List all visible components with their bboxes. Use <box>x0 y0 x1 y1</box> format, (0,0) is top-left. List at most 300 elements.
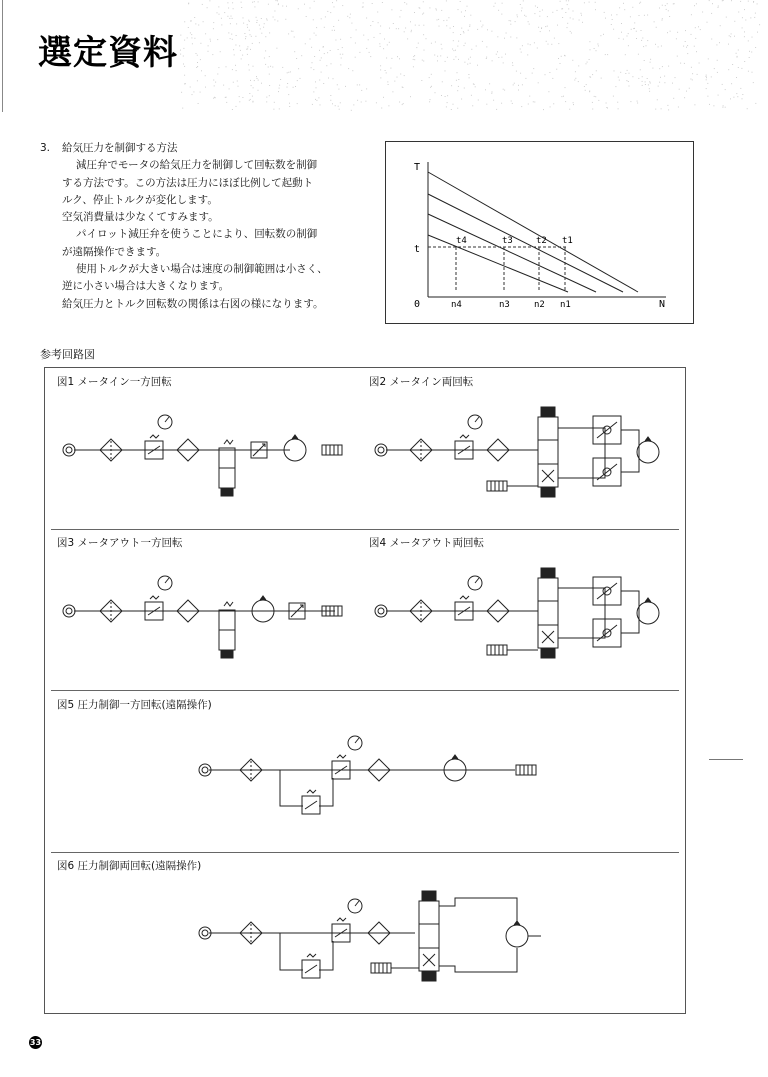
header-speck <box>232 39 233 40</box>
header-speck <box>707 96 708 97</box>
header-speck <box>453 50 454 51</box>
header-speck <box>236 106 237 107</box>
header-speck <box>573 104 574 105</box>
header-speck <box>562 17 563 18</box>
header-speck <box>274 19 275 20</box>
header-speck <box>424 50 425 51</box>
header-speck <box>215 82 216 83</box>
header-speck <box>233 49 234 50</box>
header-speck <box>210 39 211 40</box>
header-speck <box>359 84 360 85</box>
header-speck <box>738 67 739 68</box>
header-speck <box>720 25 721 26</box>
header-speck <box>247 27 248 28</box>
header-speck <box>686 47 687 48</box>
curve-t4 <box>428 235 568 292</box>
header-speck <box>698 26 699 27</box>
header-speck <box>712 3 713 4</box>
header-speck <box>455 56 456 57</box>
header-speck <box>581 13 582 14</box>
header-speck <box>399 16 400 17</box>
header-speck <box>446 0 447 1</box>
header-speck <box>377 12 378 13</box>
header-speck <box>749 51 750 52</box>
header-speck <box>407 38 408 39</box>
header-speck <box>556 69 557 70</box>
header-speck <box>335 40 336 41</box>
header-speck <box>731 83 732 84</box>
header-speck <box>645 84 646 85</box>
header-speck <box>314 1 315 2</box>
header-speck <box>620 72 621 73</box>
header-speck <box>586 84 587 85</box>
header-speck <box>742 27 743 28</box>
header-speck <box>667 32 668 33</box>
header-speck <box>250 34 251 35</box>
header-speck <box>664 76 665 77</box>
header-speck <box>243 17 244 18</box>
header-speck <box>201 70 202 71</box>
header-speck <box>221 18 222 19</box>
header-speck <box>321 57 322 58</box>
header-speck <box>572 60 573 61</box>
header-speck <box>239 101 240 102</box>
header-speck <box>219 14 220 15</box>
header-speck <box>690 79 691 80</box>
header-speck <box>470 63 471 64</box>
header-speck <box>374 37 375 38</box>
header-speck <box>441 95 442 96</box>
header-speck <box>208 45 209 46</box>
header-speck <box>269 74 270 75</box>
header-speck <box>197 80 198 81</box>
header-speck <box>662 5 663 6</box>
header-speck <box>263 27 264 28</box>
header-speck <box>578 81 579 82</box>
header-speck <box>558 43 559 44</box>
header-speck <box>213 22 214 23</box>
header-speck <box>552 78 553 79</box>
header-speck <box>405 28 406 29</box>
header-speck <box>411 30 412 31</box>
header-speck <box>539 16 540 17</box>
header-speck <box>238 86 239 87</box>
header-speck <box>691 14 692 15</box>
header-speck <box>496 54 497 55</box>
header-speck <box>188 3 189 4</box>
header-speck <box>474 84 475 85</box>
header-speck <box>647 15 648 16</box>
header-speck <box>287 72 288 73</box>
header-speck <box>618 38 619 39</box>
header-speck <box>512 62 513 63</box>
header-speck <box>505 54 506 55</box>
header-speck <box>476 46 477 47</box>
header-speck <box>423 1 424 2</box>
header-speck <box>644 60 645 61</box>
header-speck <box>320 104 321 105</box>
header-speck <box>623 3 624 4</box>
fig3-circuit <box>63 576 342 658</box>
header-speck <box>491 31 492 32</box>
header-speck <box>646 45 647 46</box>
header-speck <box>300 78 301 79</box>
header-speck <box>363 2 364 3</box>
header-speck <box>728 69 729 70</box>
header-speck <box>315 99 316 100</box>
header-speck <box>451 85 452 86</box>
header-speck <box>504 38 505 39</box>
header-speck <box>603 34 604 35</box>
header-speck <box>195 23 196 24</box>
header-speck <box>656 27 657 28</box>
header-speck <box>234 54 235 55</box>
header-speck <box>650 59 651 60</box>
header-speck <box>448 17 449 18</box>
header-speck <box>351 110 352 111</box>
header-speck <box>194 38 195 39</box>
header-speck <box>461 28 462 29</box>
header-speck <box>643 46 644 47</box>
header-speck <box>441 44 442 45</box>
header-speck <box>542 10 543 11</box>
header-speck <box>510 20 511 21</box>
header-speck <box>706 79 707 80</box>
header-speck <box>183 48 184 49</box>
header-speck <box>632 7 633 8</box>
header-speck <box>437 19 438 20</box>
header-speck <box>604 12 605 13</box>
header-speck <box>336 0 337 1</box>
header-speck <box>650 62 651 63</box>
header-speck <box>270 66 271 67</box>
header-speck <box>475 86 476 87</box>
header-speck <box>265 36 266 37</box>
header-speck <box>528 104 529 105</box>
header-speck <box>404 2 405 3</box>
header-speck <box>700 29 701 30</box>
header-speck <box>742 94 743 95</box>
header-speck <box>306 16 307 17</box>
header-speck <box>755 103 756 104</box>
header-speck <box>566 0 567 1</box>
header-speck <box>385 70 386 71</box>
header-speck <box>261 18 262 19</box>
header-speck <box>372 21 373 22</box>
header-speck <box>338 20 339 21</box>
header-speck <box>512 65 513 66</box>
header-speck <box>584 86 585 87</box>
label-t4: t4 <box>456 236 467 246</box>
header-speck <box>615 86 616 87</box>
header-speck <box>331 63 332 64</box>
header-speck <box>478 100 479 101</box>
header-speck <box>736 77 737 78</box>
header-speck <box>736 93 737 94</box>
header-speck <box>468 59 469 60</box>
header-speck <box>755 13 756 14</box>
header-speck <box>683 46 684 47</box>
header-speck <box>297 103 298 104</box>
header-speck <box>636 31 637 32</box>
curve-t1 <box>428 172 638 292</box>
header-speck <box>321 72 322 73</box>
header-speck <box>312 104 313 105</box>
header-speck <box>642 81 643 82</box>
header-speck <box>522 45 523 46</box>
header-speck <box>207 7 208 8</box>
header-speck <box>378 22 379 23</box>
header-speck <box>342 54 343 55</box>
header-speck <box>446 106 447 107</box>
y-axis-label: T <box>414 162 421 173</box>
header-speck <box>413 59 414 60</box>
header-speck <box>188 27 189 28</box>
header-speck <box>589 76 590 77</box>
header-speck <box>589 59 590 60</box>
header-speck <box>629 73 630 74</box>
header-speck <box>190 87 191 88</box>
header-speck <box>691 34 692 35</box>
header-speck <box>257 20 258 21</box>
header-speck <box>677 32 678 33</box>
header-speck <box>264 58 265 59</box>
header-speck <box>338 49 339 50</box>
header-speck <box>258 80 259 81</box>
header-speck <box>667 3 668 4</box>
fig6-circuit <box>199 891 541 981</box>
label-n2: n2 <box>534 300 545 310</box>
header-speck <box>439 26 440 27</box>
header-speck <box>227 16 228 17</box>
header-speck <box>342 5 343 6</box>
header-speck <box>318 97 319 98</box>
header-speck <box>496 109 497 110</box>
header-speck <box>356 29 357 30</box>
header-rule <box>2 0 3 112</box>
header-speck <box>757 32 758 33</box>
header-speck <box>269 95 270 96</box>
header-speck <box>232 18 233 19</box>
header-speck <box>679 89 680 90</box>
header-speck <box>648 84 649 85</box>
header-speck <box>221 24 222 25</box>
header-speck <box>596 70 597 71</box>
header-speck <box>411 31 412 32</box>
header-speck <box>521 52 522 53</box>
header-speck <box>521 106 522 107</box>
header-speck <box>718 95 719 96</box>
header-speck <box>719 42 720 43</box>
header-speck <box>676 38 677 39</box>
header-speck <box>333 78 334 79</box>
header-speck <box>695 27 696 28</box>
header-speck <box>229 88 230 89</box>
header-speck <box>380 46 381 47</box>
header-speck <box>730 98 731 99</box>
header-speck <box>634 22 635 23</box>
header-speck <box>440 55 441 56</box>
header-speck <box>290 71 291 72</box>
header-speck <box>512 103 513 104</box>
header-speck <box>737 96 738 97</box>
header-speck <box>410 21 411 22</box>
header-speck <box>468 74 469 75</box>
label-t1: t1 <box>562 236 573 246</box>
header-speck <box>503 62 504 63</box>
header-speck <box>652 68 653 69</box>
header-speck <box>429 7 430 8</box>
header-speck <box>213 98 214 99</box>
header-speck <box>217 12 218 13</box>
header-speck <box>457 108 458 109</box>
header-speck <box>573 102 574 103</box>
header-speck <box>256 22 257 23</box>
header-speck <box>598 100 599 101</box>
header-speck <box>190 32 191 33</box>
header-speck <box>355 43 356 44</box>
header-speck <box>391 58 392 59</box>
header-speck <box>285 19 286 20</box>
header-speck <box>353 104 354 105</box>
header-speck <box>379 43 380 44</box>
header-speck <box>323 47 324 48</box>
header-speck <box>273 109 274 110</box>
header-speck <box>282 67 283 68</box>
header-speck <box>399 58 400 59</box>
header-speck <box>565 12 566 13</box>
body-line-4: 空気消費量は少なくてすみます。 <box>62 211 219 224</box>
header-speck <box>525 78 526 79</box>
header-speck <box>236 35 237 36</box>
header-speck <box>313 69 314 70</box>
header-speck <box>730 36 731 37</box>
header-speck <box>345 86 346 87</box>
header-speck <box>266 101 267 102</box>
header-speck <box>332 2 333 3</box>
header-speck <box>680 63 681 64</box>
header-speck <box>314 33 315 34</box>
header-speck <box>217 39 218 40</box>
header-speck <box>305 43 306 44</box>
header-speck <box>282 6 283 7</box>
header-speck <box>273 17 274 18</box>
header-speck <box>458 79 459 80</box>
header-speck <box>732 64 733 65</box>
header-speck <box>198 103 199 104</box>
header-speck <box>575 71 576 72</box>
header-speck <box>316 87 317 88</box>
header-speck <box>194 17 195 18</box>
header-speck <box>431 74 432 75</box>
header-speck <box>451 109 452 110</box>
page-number: 33 <box>29 1038 42 1047</box>
label-n1: n1 <box>560 300 571 310</box>
header-speck <box>330 12 331 13</box>
header-speck <box>258 90 259 91</box>
header-speck <box>747 108 748 109</box>
header-speck <box>213 28 214 29</box>
header-speck <box>548 91 549 92</box>
header-speck <box>486 57 487 58</box>
header-speck <box>372 3 373 4</box>
header-speck <box>465 43 466 44</box>
header-speck <box>524 15 525 16</box>
label-n3: n3 <box>499 300 510 310</box>
header-speck <box>626 80 627 81</box>
header-speck <box>396 28 397 29</box>
header-speck <box>196 53 197 54</box>
header-speck <box>551 44 552 45</box>
header-speck <box>248 64 249 65</box>
header-speck <box>254 1 255 2</box>
header-speck <box>237 81 238 82</box>
header-speck <box>312 62 313 63</box>
header-speck <box>627 36 628 37</box>
header-speck <box>579 20 580 21</box>
header-speck <box>414 55 415 56</box>
header-speck <box>330 100 331 101</box>
header-speck <box>255 36 256 37</box>
header-speck <box>568 0 569 1</box>
header-speck <box>731 33 732 34</box>
header-speck <box>324 27 325 28</box>
body-line-1: 減圧弁でモータの給気圧力を制御して回転数を制御 <box>76 159 318 172</box>
header-speck <box>534 13 535 14</box>
header-speck <box>456 80 457 81</box>
header-speck <box>192 43 193 44</box>
header-speck <box>349 17 350 18</box>
header-speck <box>426 38 427 39</box>
header-speck <box>327 52 328 53</box>
body-line-3: ルク、停止トルクが変化します。 <box>62 193 218 206</box>
header-speck <box>394 81 395 82</box>
header-speck <box>549 30 550 31</box>
header-speck <box>493 100 494 101</box>
header-speck <box>482 41 483 42</box>
header-speck <box>470 57 471 58</box>
header-speck <box>607 54 608 55</box>
header-speck <box>532 73 533 74</box>
header-speck <box>338 89 339 90</box>
header-speck <box>431 86 432 87</box>
header-speck <box>748 71 749 72</box>
header-speck <box>430 99 431 100</box>
header-speck <box>380 65 381 66</box>
fig4-label: 図4 メータアウト両回転 <box>369 537 485 549</box>
header-speck <box>236 23 237 24</box>
header-speck <box>361 102 362 103</box>
header-speck <box>631 29 632 30</box>
header-speck <box>437 60 438 61</box>
header-speck <box>223 85 224 86</box>
header-speck <box>268 67 269 68</box>
header-speck <box>510 24 511 25</box>
header-speck <box>706 76 707 77</box>
header-speck <box>736 53 737 54</box>
header-speck <box>726 17 727 18</box>
header-speck <box>447 95 448 96</box>
header-speck <box>590 49 591 50</box>
header-speck <box>612 19 613 20</box>
header-speck <box>537 7 538 8</box>
header-speck <box>348 68 349 69</box>
reference-title: 参考回路図 <box>40 348 95 361</box>
header-speck <box>434 55 435 56</box>
header-speck <box>589 41 590 42</box>
header-speck <box>546 41 547 42</box>
header-speck <box>533 68 534 69</box>
